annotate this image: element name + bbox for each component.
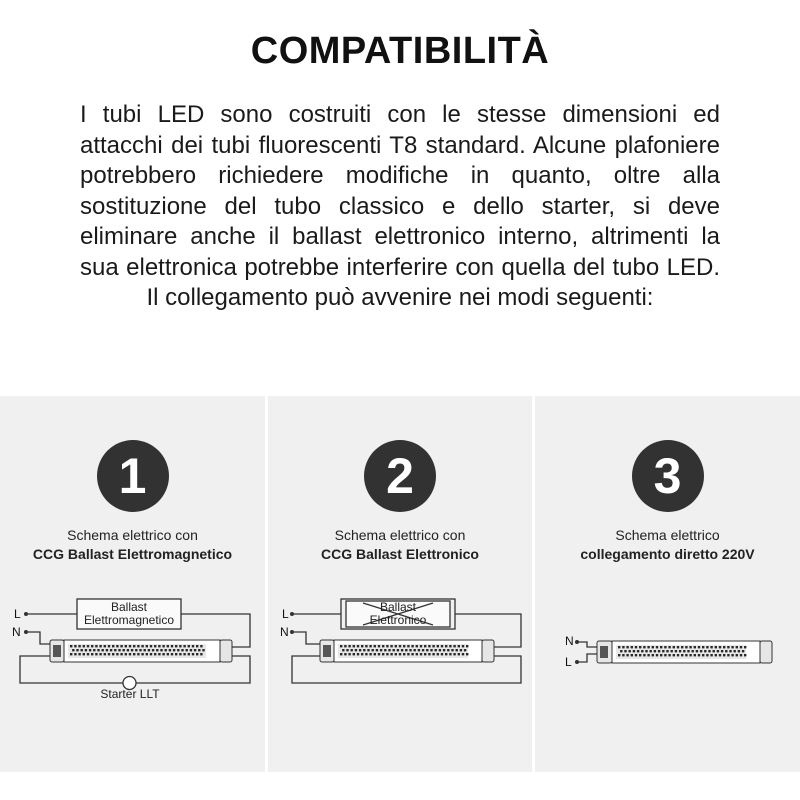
wiring-panels	[0, 396, 800, 772]
caption-line2: CCG Ballast Elettronico	[321, 546, 479, 562]
neutral-label: N	[565, 634, 574, 648]
page-title: COMPATIBILITÀ	[250, 30, 550, 72]
intro-paragraph: I tubi LED sono costruiti con le stesse dimensioni ed attacchi dei tubi fluorescenti T8 standard. Alcune plafoniere potrebbero richiedere modifiche in quanto, oltre alla sostituzione del tubo classico e dello starter, si deve eliminare anche il ballast elettronico interno, altrimenti la sua elettronica potrebbe interferire con quella del tubo LED. Il collegamento può avvenire nei modi seguenti:	[80, 101, 720, 311]
ballast-label-line1: Ballast	[379, 600, 417, 614]
panel-electronic-ballast	[268, 396, 532, 772]
led-tube	[597, 641, 772, 663]
led-tube	[50, 640, 232, 662]
live-label: L	[14, 607, 21, 621]
neutral-label: N	[12, 625, 21, 639]
caption-line1: Schema elettrico con	[334, 527, 466, 543]
led-tube	[320, 640, 494, 662]
caption-line1: Schema elettrico con	[67, 527, 198, 543]
step-number-badge: 3	[632, 440, 704, 512]
ballast-label-line1: Ballast	[110, 600, 148, 614]
starter-label: Starter LLT	[100, 687, 160, 701]
wiring-diagram-3	[535, 396, 800, 772]
live-label: L	[565, 655, 572, 669]
caption-line2: CCG Ballast Elettromagnetico	[32, 546, 233, 562]
live-label: L	[282, 607, 289, 621]
wiring-diagram-1	[0, 396, 265, 772]
ballast-label-line2: Elettronico	[369, 613, 427, 627]
step-number-badge: 1	[97, 440, 169, 512]
wiring-diagram-2	[268, 396, 532, 772]
ballast-label-line2: Elettromagnetico	[83, 613, 175, 627]
caption-line2: collegamento diretto 220V	[580, 546, 755, 562]
neutral-label: N	[280, 625, 289, 639]
panel-electromagnetic-ballast	[0, 396, 265, 772]
panel-direct-connection	[535, 396, 800, 772]
step-number-badge: 2	[364, 440, 436, 512]
caption-line1: Schema elettrico	[615, 527, 720, 543]
